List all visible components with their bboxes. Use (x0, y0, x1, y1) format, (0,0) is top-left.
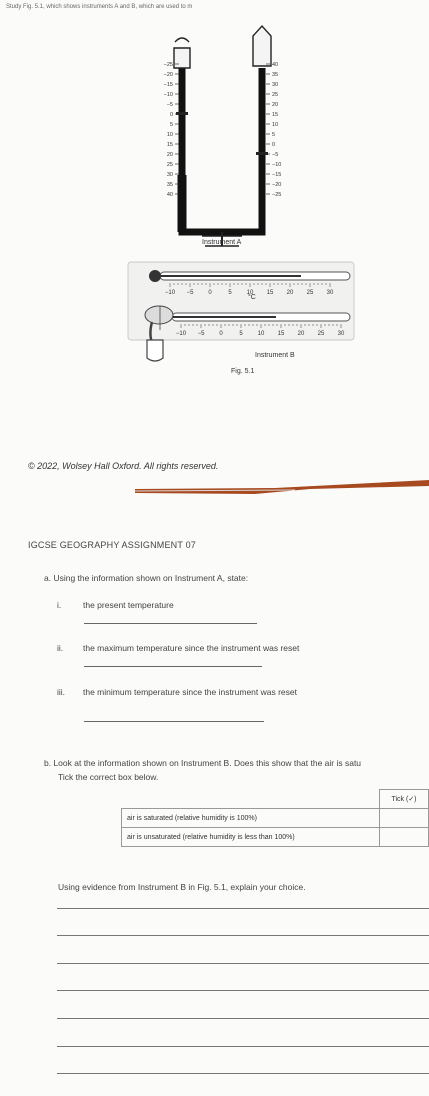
scale-a-right-label: 15 (272, 112, 279, 118)
answer-line-a-i[interactable] (84, 623, 257, 624)
instrument-b-unit: °C (248, 294, 256, 301)
scale-a-left-label: 25 (166, 162, 173, 168)
scale-b-label: 15 (277, 331, 285, 337)
scale-a-left-label: 5 (169, 122, 173, 128)
scale-b-label: 15 (266, 290, 274, 296)
question-a-iii-text: the minimum temperature since the instrument was reset (83, 687, 298, 697)
scale-b-label: −10 (164, 290, 176, 296)
scale-b-label: −5 (197, 331, 205, 337)
scale-b-label: 25 (317, 331, 325, 337)
figure-5-1 (0, 0, 429, 420)
question-a-iii-num: iii. (57, 687, 66, 697)
question-a-text: a. Using the information shown on Instrument A, state: (44, 573, 249, 583)
table-row (122, 809, 429, 828)
question-b-text: b. Look at the information shown on Instrument B. Does this show that the air is satu (44, 758, 362, 768)
instrument-a-diagram (164, 26, 282, 246)
scale-b-label: 10 (246, 290, 254, 296)
scale-a-right-label: 40 (272, 62, 279, 68)
instrument-a-label: Instrument A (202, 239, 242, 246)
scale-b-label: 20 (286, 290, 294, 296)
question-a-i-num: i. (57, 600, 62, 610)
scale-a-left-label: 20 (166, 152, 173, 158)
tick-table (121, 789, 429, 847)
option-saturated: air is saturated (relative humidity is 100%) (122, 809, 380, 828)
scale-b-label: 30 (337, 331, 345, 337)
writing-line[interactable] (57, 1046, 429, 1047)
table-row (122, 790, 429, 809)
scale-a-right-label: −5 (272, 152, 279, 158)
scale-a-right-label: 5 (272, 132, 276, 138)
scale-a-right-label: 30 (272, 82, 279, 88)
scale-a-left-label: 35 (166, 182, 173, 188)
answer-line-a-iii[interactable] (84, 721, 264, 722)
tick-header: Tick (✓) (380, 790, 429, 809)
scale-b-label: 10 (257, 331, 265, 337)
scale-b-label: 30 (326, 290, 334, 296)
copyright: © 2022, Wolsey Hall Oxford. All rights reserved. (28, 461, 219, 471)
scale-b-label: 5 (228, 290, 232, 296)
writing-line[interactable] (57, 963, 429, 964)
scale-b-label: 0 (208, 290, 212, 296)
scale-a-right-label: −25 (272, 192, 282, 198)
assignment-title: IGCSE GEOGRAPHY ASSIGNMENT 07 (28, 540, 197, 550)
writing-line[interactable] (57, 1073, 429, 1074)
scale-a-left-label: 15 (166, 142, 173, 148)
scale-a-left-label: 40 (166, 192, 173, 198)
scale-a-right-label: −15 (272, 172, 282, 178)
scale-b-label: 5 (239, 331, 243, 337)
scale-b-label: −10 (175, 331, 187, 337)
writing-line[interactable] (57, 908, 429, 909)
intro-text: Study Fig. 5.1, which shows instruments A and B, which are used to m (6, 4, 193, 10)
tick-box-unsaturated[interactable] (380, 828, 429, 847)
scale-a-right-label: 35 (272, 72, 279, 78)
scale-b-label: −5 (186, 290, 194, 296)
scale-a-right-label: 20 (272, 102, 279, 108)
scale-b-label: 0 (219, 331, 223, 337)
scale-a-left-label: 0 (169, 112, 173, 118)
scale-b-label: 25 (306, 290, 314, 296)
scale-a-right-label: −20 (272, 182, 282, 188)
writing-line[interactable] (57, 935, 429, 936)
tick-box-saturated[interactable] (380, 809, 429, 828)
writing-line[interactable] (57, 1018, 429, 1019)
instrument-b-label: Instrument B (255, 352, 295, 359)
scale-a-left-label: −5 (166, 102, 173, 108)
scale-a-right-label: 10 (272, 122, 279, 128)
scale-a-left-label: −15 (163, 82, 173, 88)
question-a-ii-text: the maximum temperature since the instrument was reset (83, 643, 300, 653)
answer-line-a-ii[interactable] (84, 666, 262, 667)
figure-caption: Fig. 5.1 (231, 368, 255, 375)
scale-a-left-label: −25 (163, 62, 173, 68)
scale-a-right-label: 0 (272, 142, 276, 148)
question-b-explain: Using evidence from Instrument B in Fig. 5.1, explain your choice. (58, 882, 306, 892)
writing-line[interactable] (57, 990, 429, 991)
scale-b-label: 20 (297, 331, 305, 337)
question-a-i-text: the present temperature (83, 600, 174, 610)
scale-a-left-label: 30 (166, 172, 173, 178)
question-b-tick-prompt: Tick the correct box below. (58, 772, 159, 782)
scale-a-right-label: 25 (272, 92, 279, 98)
decorative-banner (135, 480, 429, 494)
option-unsaturated: air is unsaturated (relative humidity is less than 100%) (122, 828, 380, 847)
scale-a-left-label: −10 (163, 92, 173, 98)
scale-a-left-label: 10 (166, 132, 173, 138)
scale-a-left-label: −20 (163, 72, 173, 78)
scale-a-right-label: −10 (272, 162, 282, 168)
instrument-b-diagram (128, 262, 354, 361)
table-row (122, 828, 429, 847)
question-a-ii-num: ii. (57, 643, 64, 653)
